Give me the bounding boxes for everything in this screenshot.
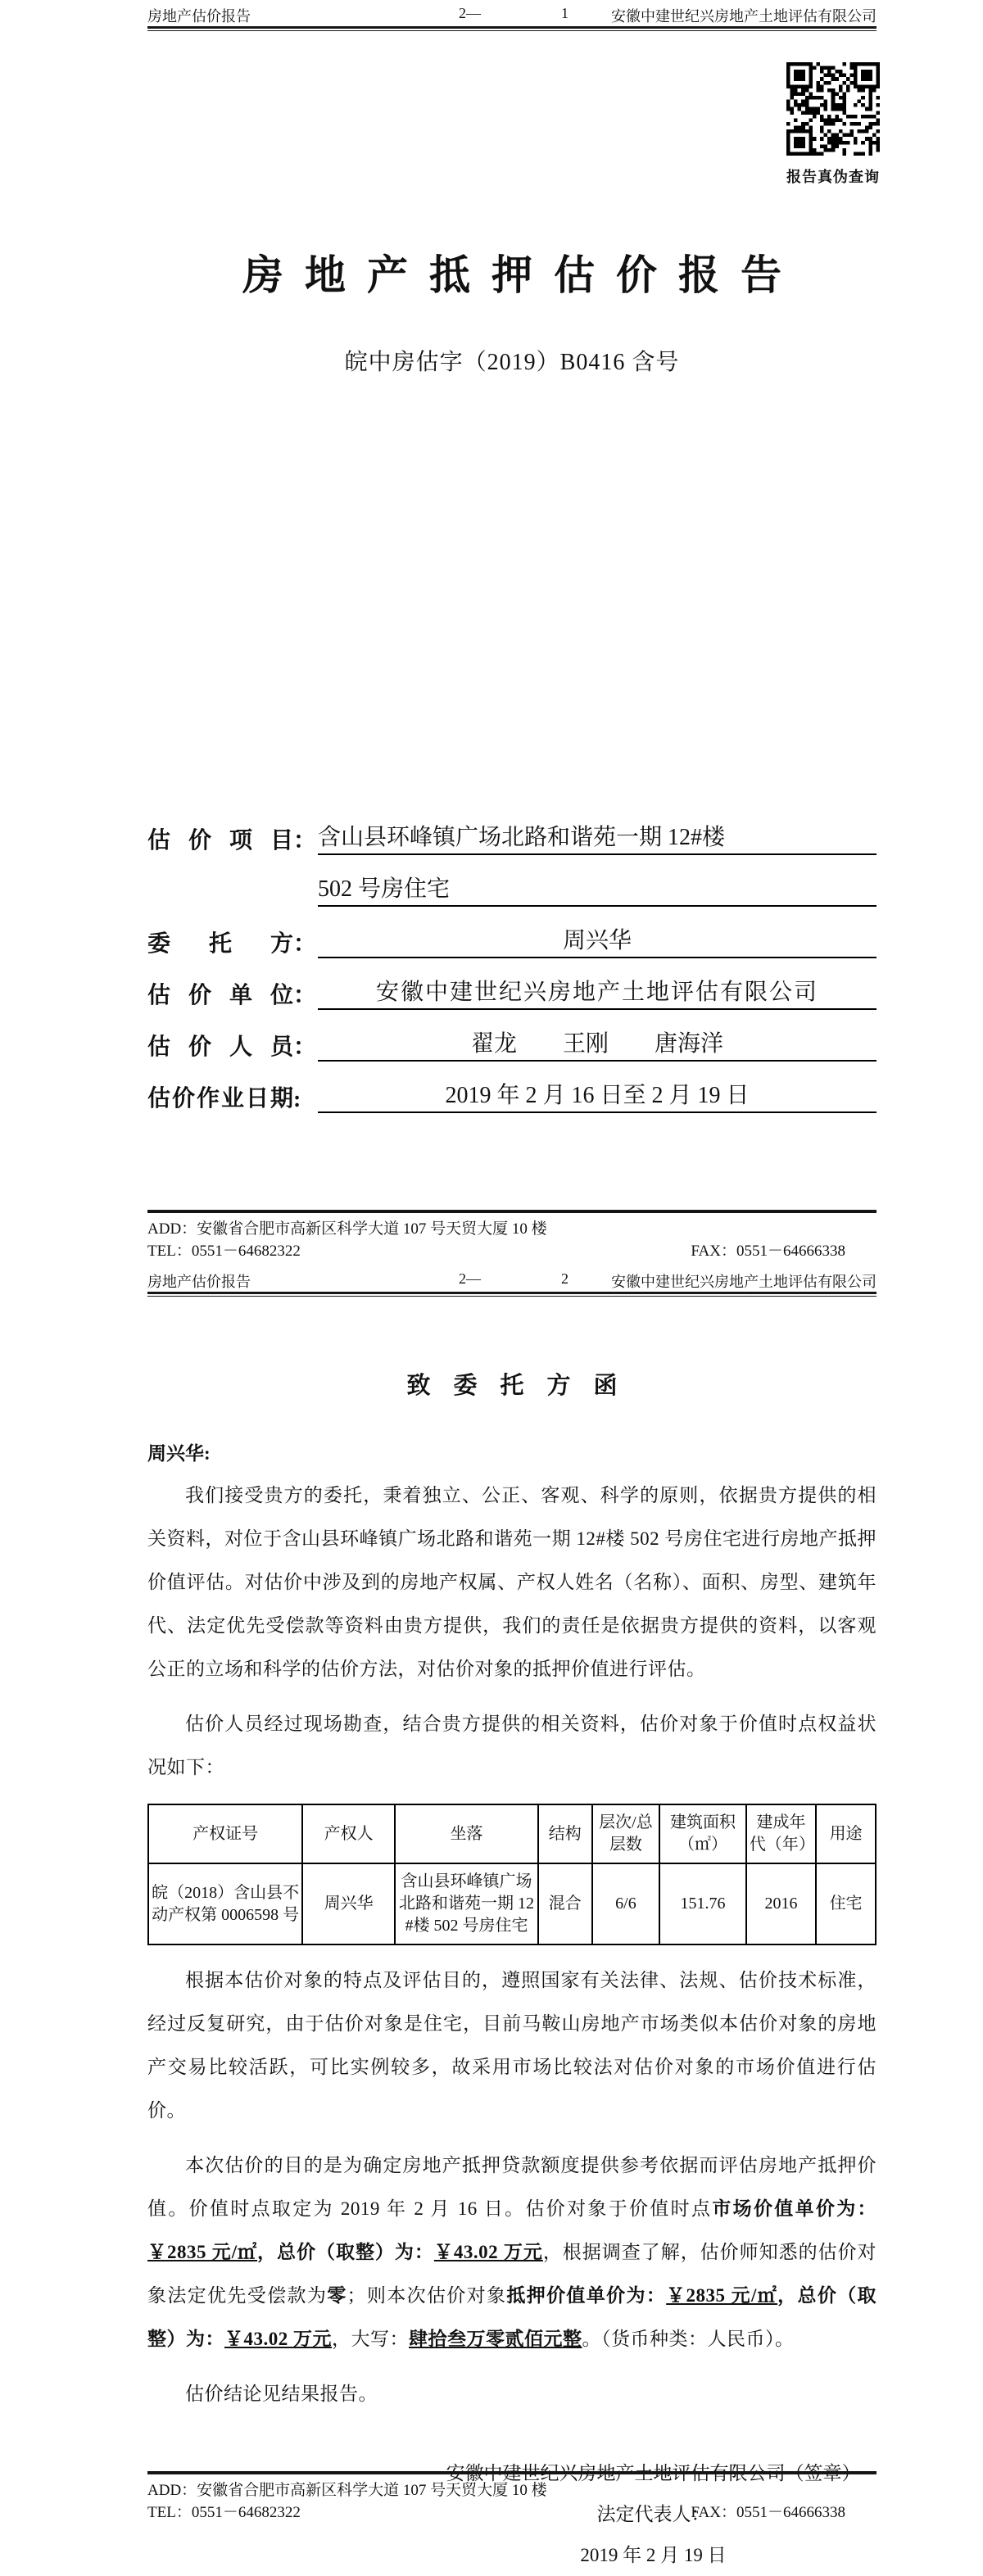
col-floor: 层次/总层数	[592, 1804, 660, 1863]
running-header-company: 安徽中建世纪兴房地产土地评估有限公司	[611, 1274, 877, 1290]
cell-use: 住宅	[816, 1863, 876, 1944]
field-value: 502 号房住宅	[318, 871, 877, 907]
total-price-mortgage: ￥43.02 万元	[224, 2329, 332, 2349]
running-header-company: 安徽中建世纪兴房地产土地评估有限公司	[611, 8, 877, 25]
col-year: 建成年代（年）	[746, 1804, 816, 1863]
field-label: 估价单位	[147, 983, 293, 1008]
field-value: 2019 年 2 月 16 日至 2 月 19 日	[318, 1077, 877, 1113]
signature-legal-rep: 法定代表人：	[596, 2504, 710, 2524]
cell-floor: 6/6	[592, 1863, 660, 1944]
total-price-market: ￥43.02 万元	[433, 2242, 543, 2262]
field-label: 估价作业日期	[147, 1086, 293, 1111]
field-work-date	[147, 1077, 877, 1113]
paragraph-2: 估价人员经过现场勘查，结合贵方提供的相关资料，估价对象于价值时点权益状况如下：	[147, 1714, 877, 1777]
page-total: 2—	[459, 5, 481, 21]
col-owner: 产权人	[302, 1804, 395, 1863]
footer-contacts	[147, 1240, 877, 1262]
qr-code	[786, 62, 880, 156]
field-colon: ：	[293, 828, 317, 853]
field-agency	[147, 974, 877, 1010]
cell-owner: 周兴华	[302, 1863, 395, 1944]
footer-address: ADD：安徽省合肥市高新区科学大道 107 号天贸大厦 10 楼	[147, 2482, 547, 2499]
col-area: 建筑面积（㎡）	[659, 1804, 746, 1863]
field-colon: :	[293, 1087, 301, 1112]
col-use: 用途	[816, 1804, 876, 1863]
footer-rule	[147, 2471, 877, 2474]
field-value: 安徽中建世纪兴房地产土地评估有限公司	[318, 974, 877, 1010]
col-location: 坐落	[395, 1804, 538, 1863]
footer-contacts	[147, 2501, 877, 2524]
field-colon: ：	[293, 1034, 317, 1060]
col-structure: 结构	[538, 1804, 592, 1863]
footer-fax: FAX：0551－64666338	[691, 2504, 845, 2521]
text-run: ；则本次估价对象	[347, 2285, 507, 2306]
letter-page	[0, 1265, 983, 2565]
running-header-title: 房地产估价报告	[147, 8, 251, 25]
property-rights-table	[147, 1804, 877, 1945]
page2-running-header	[147, 1265, 877, 1290]
text-run: 本次估价的目的是为确定房地产抵押贷款额度提供参考依据而评估房地产抵押价值。价值时点取定为 2019 年 2 月 16 日。估价对象于价值时点	[147, 2155, 877, 2219]
cell-area: 151.76	[659, 1863, 746, 1944]
page1-footer	[147, 1210, 877, 1262]
cover-fields	[147, 819, 877, 1113]
cell-location: 含山县环峰镇广场北路和谐苑一期 12#楼 502 号房住宅	[395, 1863, 538, 1944]
amount-in-words: 肆拾叁万零贰佰元整	[409, 2329, 582, 2349]
field-value: 翟龙 王刚 唐海洋	[318, 1025, 877, 1062]
page-number: 1	[561, 5, 569, 21]
paragraph-3: 根据本估价对象的特点及评估目的，遵照国家有关法律、法规、估价技术标准，经过反复研究，由于估价对象是住宅，目前马鞍山房地产市场类似本估价对象的房地产交易比较活跃，可比实例较多，故采用市场比较法对估价对象的市场价值进行估价。	[147, 1970, 877, 2121]
running-header-title: 房地产估价报告	[147, 1274, 251, 1290]
footer-rule	[147, 1210, 877, 1213]
document-number: 皖中房估字（2019）B0416 含号	[344, 350, 680, 375]
bold-run: ，总价（取整）为：	[257, 2242, 434, 2262]
footer-tel: TEL：0551－64682322	[147, 2504, 301, 2521]
cell-year: 2016	[746, 1863, 816, 1944]
field-colon: ：	[293, 983, 317, 1008]
footer-fax: FAX：0551－64666338	[691, 1243, 845, 1260]
page-number: 2	[561, 1270, 569, 1287]
bold-run: 市场价值单价为：	[712, 2198, 877, 2219]
field-project	[147, 819, 877, 855]
table-row	[148, 1863, 876, 1944]
unit-price-mortgage: ￥2835 元/㎡	[666, 2285, 778, 2306]
table-header-row	[148, 1804, 876, 1863]
field-label: 委托方	[147, 931, 293, 957]
field-label: 估价人员	[147, 1034, 293, 1060]
field-colon: ：	[293, 931, 317, 957]
qr-block	[786, 62, 883, 187]
field-project-line2	[147, 871, 877, 907]
text-run: 。（货币种类：人民币）。	[582, 2329, 795, 2349]
field-value: 周兴华	[318, 922, 877, 958]
cell-structure: 混合	[538, 1863, 592, 1944]
footer-tel: TEL：0551－64682322	[147, 1243, 301, 1260]
paragraph-1: 我们接受贵方的委托，秉着独立、公正、客观、科学的原则，依据贵方提供的相关资料，对位于含山县环峰镇广场北路和谐苑一期 12#楼 502 号房住宅进行房地产抵押价值评估。对估价中涉及到的房地产权属、产权人姓名（名称）、面积、房型、建筑年代、法定优先受偿款等资料由贵方提供，我们的责任是依据贵方提供的资料，以客观公正的立场和科学的估价方法，对估价对象的抵押价值进行评估。	[147, 1485, 877, 1679]
signature-date: 2019 年 2 月 19 日	[580, 2545, 727, 2565]
header-rule	[147, 1292, 877, 1297]
header-rule	[147, 26, 877, 31]
col-cert-no: 产权证号	[148, 1804, 302, 1863]
page1-running-header	[147, 0, 877, 25]
page2-footer	[147, 2471, 877, 2524]
cell-cert-no: 皖（2018）含山县不动产权第 0006598 号	[148, 1863, 302, 1944]
bold-run: 抵押价值单价为：	[506, 2285, 667, 2306]
text-run: ，根据调查了解，估价师知悉的估价对象法定优先受偿款为	[147, 2242, 877, 2306]
cover-page	[0, 0, 983, 1265]
paragraph-4	[147, 2144, 877, 2361]
signature-company: 安徽中建世纪兴房地产土地评估有限公司（签章）	[446, 2463, 861, 2483]
page-total: 2—	[459, 1270, 481, 1287]
report-title: 房地产抵押估价报告	[242, 252, 803, 298]
field-client	[147, 922, 877, 958]
field-staff	[147, 1025, 877, 1062]
field-value: 含山县环峰镇广场北路和谐苑一期 12#楼	[318, 819, 877, 855]
letter-title: 致委托方函	[406, 1373, 641, 1399]
bold-run: 零	[327, 2285, 347, 2306]
qr-caption: 报告真伪查询	[786, 169, 880, 185]
unit-price-market: ￥2835 元/㎡	[147, 2242, 258, 2262]
footer-address: ADD：安徽省合肥市高新区科学大道 107 号天贸大厦 10 楼	[147, 1220, 547, 1238]
bold-run: ，总价（取整）为：	[147, 2285, 877, 2349]
field-label: 估价项目	[147, 828, 293, 853]
salutation: 周兴华:	[147, 1443, 211, 1464]
text-run: ，大写：	[332, 2329, 409, 2349]
paragraph-5: 估价结论见结果报告。	[185, 2384, 378, 2404]
